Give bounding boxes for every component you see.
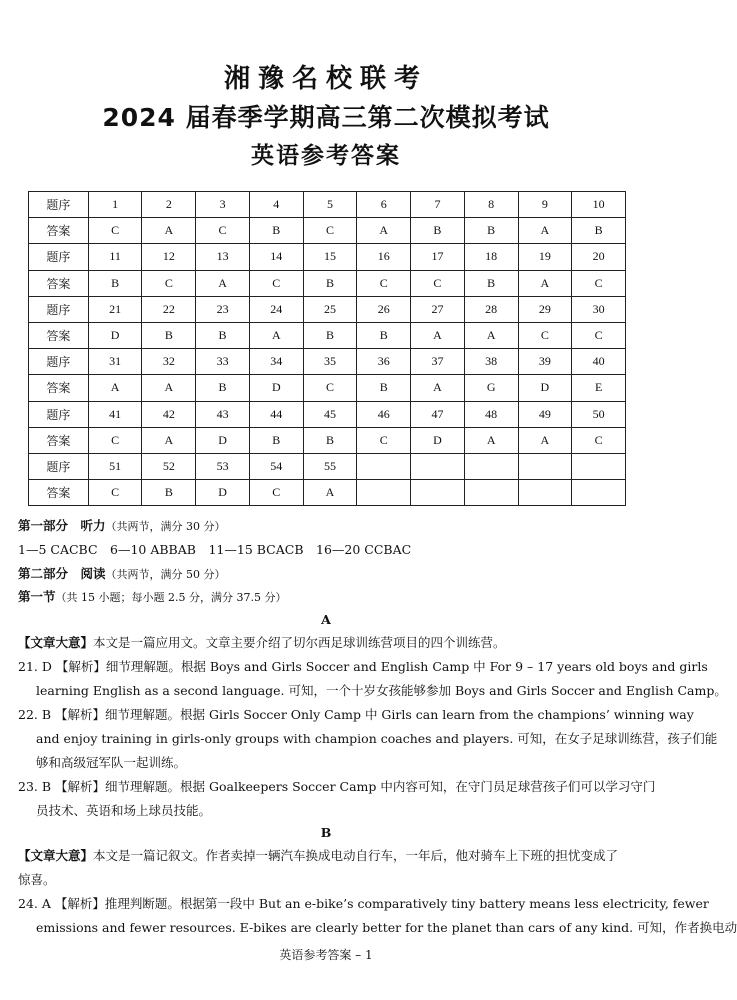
table-cell [411, 453, 465, 479]
school-name: 湘豫名校联考 [223, 64, 428, 94]
table-cell: A [303, 480, 357, 506]
table-cell: 48 [464, 401, 518, 427]
table-cell [518, 453, 572, 479]
part2-heading-line [18, 566, 638, 583]
table-cell: B [303, 427, 357, 453]
table-cell: 26 [357, 296, 411, 322]
table-cell: 16 [357, 244, 411, 270]
answer-table [28, 191, 626, 506]
passage-b-summary: 本文是一篇记叙文。作者卖掉一辆汽车换成电动自行车，一年后，他对骑车上下班的担忧变成了 [93, 848, 619, 863]
table-cell: 29 [518, 296, 572, 322]
table-row [29, 401, 626, 427]
table-cell [464, 480, 518, 506]
q24-line1: 24. A 【解析】推理判断题。根据第一段中 But an e-bike’s comparatively tiny battery means less electricity, fewer [18, 896, 709, 911]
table-cell: 32 [142, 349, 196, 375]
table-cell: 52 [142, 453, 196, 479]
part1-note: （共两节，满分 30 分） [105, 520, 226, 533]
table-cell: C [303, 218, 357, 244]
section1-heading: 第一节 [18, 589, 56, 604]
table-cell [357, 453, 411, 479]
table-cell: 49 [518, 401, 572, 427]
q23-line2: 员技术、英语和场上球员技能。 [36, 803, 212, 818]
table-cell: A [411, 375, 465, 401]
table-cell: C [357, 427, 411, 453]
table-cell: 2 [142, 192, 196, 218]
row-label: 题序 [29, 349, 89, 375]
table-cell: 53 [196, 453, 250, 479]
table-cell: D [411, 427, 465, 453]
table-cell [518, 480, 572, 506]
table-row [29, 296, 626, 322]
table-cell: C [88, 427, 142, 453]
table-cell: 35 [303, 349, 357, 375]
table-cell: C [357, 270, 411, 296]
table-cell: 7 [411, 192, 465, 218]
table-cell: 46 [357, 401, 411, 427]
table-cell: B [303, 322, 357, 348]
table-cell: A [464, 427, 518, 453]
table-cell: 4 [249, 192, 303, 218]
table-cell: 31 [88, 349, 142, 375]
summary-tag: 【文章大意】 [18, 635, 94, 650]
table-cell: B [464, 270, 518, 296]
passage-a-letter: A [321, 612, 331, 627]
table-cell: 8 [464, 192, 518, 218]
q23-line1: 23. B 【解析】细节理解题。根据 Goalkeepers Soccer Camp 中内容可知，在守门员足球营孩子们可以学习守门 [18, 779, 656, 794]
row-label: 题序 [29, 401, 89, 427]
row-label: 答案 [29, 427, 89, 453]
table-cell: 47 [411, 401, 465, 427]
table-cell: B [142, 480, 196, 506]
table-cell: B [411, 218, 465, 244]
table-row [29, 322, 626, 348]
table-cell: 36 [357, 349, 411, 375]
table-cell: B [464, 218, 518, 244]
table-cell: B [142, 322, 196, 348]
part1-heading-line [18, 518, 638, 535]
table-cell: C [411, 270, 465, 296]
table-cell: G [464, 375, 518, 401]
section1-note: （共 15 小题；每小题 2.5 分，满分 37.5 分） [55, 591, 287, 604]
table-cell: C [88, 218, 142, 244]
table-cell: 23 [196, 296, 250, 322]
table-cell: A [142, 375, 196, 401]
table-cell: E [572, 375, 626, 401]
q21-line1: 21. D 【解析】细节理解题。根据 Boys and Girls Soccer and English Camp 中 For 9 – 17 years old boys and girls [18, 659, 708, 674]
table-cell: D [196, 480, 250, 506]
table-cell: A [518, 218, 572, 244]
table-cell: 19 [518, 244, 572, 270]
table-cell: 9 [518, 192, 572, 218]
table-row [29, 244, 626, 270]
table-cell: 1 [88, 192, 142, 218]
table-cell: 40 [572, 349, 626, 375]
table-cell: B [357, 375, 411, 401]
table-cell: A [196, 270, 250, 296]
table-cell: B [249, 218, 303, 244]
table-cell: D [88, 322, 142, 348]
row-label: 答案 [29, 375, 89, 401]
table-cell: B [357, 322, 411, 348]
table-cell: 30 [572, 296, 626, 322]
table-row [29, 375, 626, 401]
table-cell: A [464, 322, 518, 348]
table-cell: C [88, 480, 142, 506]
table-cell: 50 [572, 401, 626, 427]
table-cell: B [303, 270, 357, 296]
table-cell: A [142, 218, 196, 244]
q22-line1: 22. B 【解析】细节理解题。根据 Girls Soccer Only Camp 中 Girls can learn from the champions’ winning way [18, 707, 694, 722]
table-cell: 38 [464, 349, 518, 375]
table-cell: B [249, 427, 303, 453]
table-cell: 18 [464, 244, 518, 270]
table-cell: 55 [303, 453, 357, 479]
table-cell: 3 [196, 192, 250, 218]
table-cell: C [572, 322, 626, 348]
table-cell: 12 [142, 244, 196, 270]
table-cell: 24 [249, 296, 303, 322]
q22-line2: and enjoy training in girls-only groups with champion coaches and players. 可知，在女子足球训练营，孩子们能 [36, 731, 718, 746]
table-cell [572, 453, 626, 479]
table-row [29, 270, 626, 296]
exam-title: 2024 届春季学期高三第二次模拟考试 [102, 103, 550, 132]
table-cell: C [572, 270, 626, 296]
table-row [29, 427, 626, 453]
table-cell: B [196, 322, 250, 348]
page-footer: 英语参考答案 – 1 [279, 948, 373, 962]
table-cell: B [88, 270, 142, 296]
table-row [29, 192, 626, 218]
table-cell: C [142, 270, 196, 296]
table-cell [572, 480, 626, 506]
table-cell: 45 [303, 401, 357, 427]
table-cell: A [357, 218, 411, 244]
table-cell: A [142, 427, 196, 453]
table-cell: C [249, 270, 303, 296]
table-cell: 54 [249, 453, 303, 479]
table-cell: 22 [142, 296, 196, 322]
table-cell: 6 [357, 192, 411, 218]
table-cell: 21 [88, 296, 142, 322]
table-cell: 44 [249, 401, 303, 427]
table-cell: 25 [303, 296, 357, 322]
table-cell: 28 [464, 296, 518, 322]
section1-heading-line [18, 589, 638, 606]
row-label: 题序 [29, 453, 89, 479]
table-cell: C [249, 480, 303, 506]
table-cell: 39 [518, 349, 572, 375]
table-cell: D [196, 427, 250, 453]
table-cell [357, 480, 411, 506]
row-label: 答案 [29, 218, 89, 244]
table-row [29, 218, 626, 244]
table-cell: C [518, 322, 572, 348]
table-cell: 41 [88, 401, 142, 427]
table-cell: 15 [303, 244, 357, 270]
q22-line3: 够和高级冠军队一起训练。 [36, 755, 187, 770]
table-cell: A [518, 270, 572, 296]
q21-line2: learning English as a second language. 可知，一个十岁女孩能够参加 Boys and Girls Soccer and English Camp。 [36, 683, 727, 698]
table-cell: 13 [196, 244, 250, 270]
table-cell: 10 [572, 192, 626, 218]
table-cell: B [572, 218, 626, 244]
part1-heading: 第一部分 听力 [18, 518, 106, 533]
table-cell [411, 480, 465, 506]
row-label: 答案 [29, 322, 89, 348]
summary-tag: 【文章大意】 [18, 848, 94, 863]
table-cell: D [518, 375, 572, 401]
passage-a-summary: 本文是一篇应用文。文章主要介绍了切尔西足球训练营项目的四个训练营。 [93, 635, 506, 650]
table-cell: C [572, 427, 626, 453]
table-cell: 33 [196, 349, 250, 375]
table-cell: A [518, 427, 572, 453]
table-cell: A [88, 375, 142, 401]
part2-note: （共两节，满分 50 分） [105, 568, 226, 581]
row-label: 题序 [29, 192, 89, 218]
table-cell: 11 [88, 244, 142, 270]
table-cell: 5 [303, 192, 357, 218]
table-cell: 17 [411, 244, 465, 270]
table-cell: A [249, 322, 303, 348]
q24-line2: emissions and fewer resources. E-bikes are clearly better for the planet than cars of any kind. 可知，作者换电动 [36, 920, 737, 935]
passage-b-letter: B [320, 825, 332, 840]
row-label: 答案 [29, 270, 89, 296]
table-cell: 42 [142, 401, 196, 427]
row-label: 题序 [29, 244, 89, 270]
table-row [29, 349, 626, 375]
table-row [29, 453, 626, 479]
table-cell: 43 [196, 401, 250, 427]
table-cell: 14 [249, 244, 303, 270]
table-row [29, 480, 626, 506]
part1-answers: 1—5 CACBC 6—10 ABBAB 11—15 BCACB 16—20 CCBAC [18, 542, 412, 557]
table-cell: C [303, 375, 357, 401]
table-cell: C [196, 218, 250, 244]
row-label: 答案 [29, 480, 89, 506]
table-cell: 37 [411, 349, 465, 375]
table-cell: 34 [249, 349, 303, 375]
passage-b-summary-line [18, 848, 638, 864]
row-label: 题序 [29, 296, 89, 322]
part2-heading: 第二部分 阅读 [18, 566, 106, 581]
table-cell: D [249, 375, 303, 401]
document-title: 英语参考答案 [251, 143, 401, 169]
table-cell: B [196, 375, 250, 401]
passage-a-summary-line [18, 635, 638, 651]
table-cell: A [411, 322, 465, 348]
passage-b-summary-line2: 惊喜。 [18, 872, 56, 887]
table-cell: 27 [411, 296, 465, 322]
table-cell: 51 [88, 453, 142, 479]
table-cell [464, 453, 518, 479]
table-cell: 20 [572, 244, 626, 270]
